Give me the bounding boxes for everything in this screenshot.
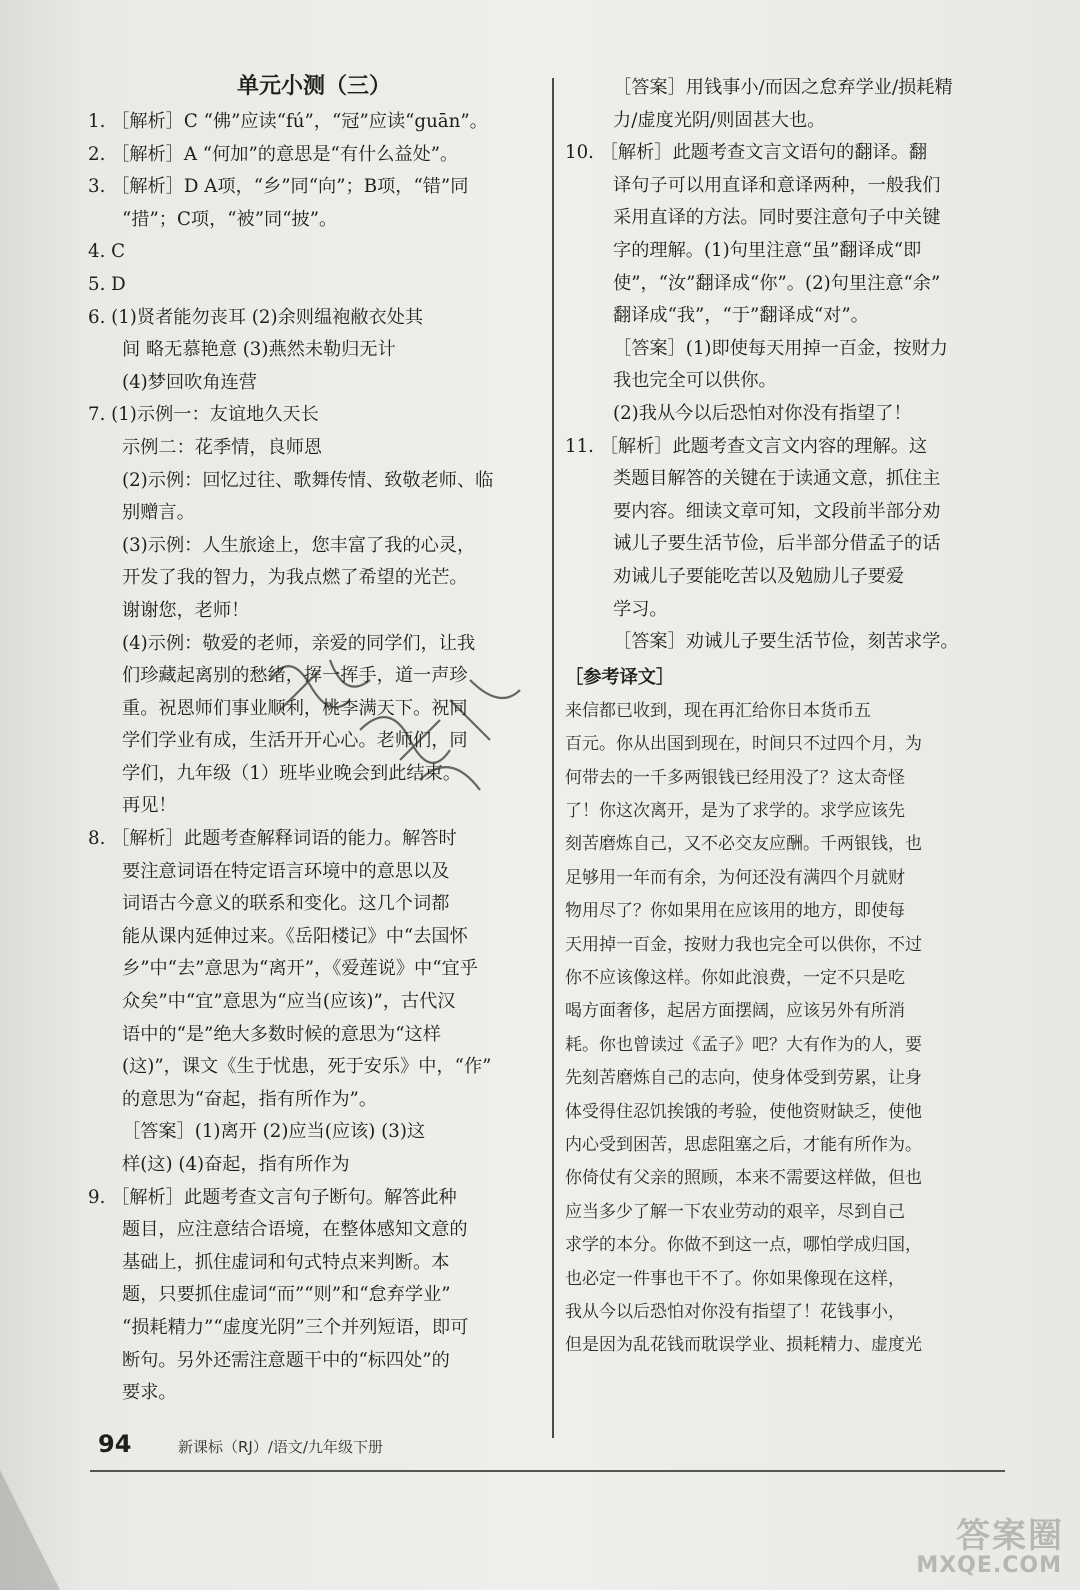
text-line: 3. ［解析］D A项，“乡”同“向”；B项，“错”同 — [88, 176, 469, 198]
watermark-url: MXQE.COM — [916, 1553, 1062, 1578]
text-line: ［答案］(1)即使每天用掉一百金，按财力 — [613, 337, 948, 359]
text-line: (2)示例：回忆过往、歌舞传情、致敬老师、临 — [122, 469, 494, 491]
text-line: 题，只要抓住虚词“而”“则”和“怠弃学业” — [122, 1284, 451, 1306]
text-line: 采用直译的方法。同时要注意句子中关键 — [613, 207, 941, 229]
watermark-logo-text: 答案圈 — [956, 1516, 1064, 1556]
text-line: 11. ［解析］此题考查文言文内容的理解。这 — [565, 435, 928, 457]
text-line: 7. (1)示例一：友谊地久天长 — [88, 404, 319, 426]
column-divider — [552, 78, 554, 1438]
text-line: 我从今以后恐怕对你没有指望了！花钱事小， — [565, 1302, 905, 1322]
text-line: 6. (1)贤者能勿丧耳 (2)余则缊袍敝衣处其 — [88, 306, 424, 328]
text-line: 间 略无慕艳意 (3)燕然未勒归无计 — [122, 339, 396, 361]
text-line: 5. D — [88, 273, 126, 295]
text-line: 学习。 — [613, 598, 668, 620]
text-line: (3)示例：人生旅途上，您丰富了我的心灵， — [122, 534, 476, 556]
text-line: 内心受到困苦，思虑阻塞之后，才能有所作为。 — [565, 1134, 922, 1155]
text-line: 应当多少了解一下农业劳动的艰辛，尽到自己 — [565, 1201, 905, 1222]
book-info: 新课标（RJ）/语文/九年级下册 — [178, 1438, 383, 1456]
text-line: 喝方面奢侈，起居方面摆阔，应该另外有所消 — [565, 1001, 905, 1022]
text-line: 示例二：花季情，良师恩 — [122, 436, 323, 458]
text-line: (2)我从今以后恐怕对你没有指望了！ — [613, 402, 912, 424]
text-line: ［答案］劝诫儿子要生活节俭，刻苦求学。 — [613, 631, 959, 653]
text-line: 但是因为乱花钱而耽误学业、损耗精力、虚度光 — [565, 1335, 922, 1356]
text-line: “措”；C项，“被”同“披”。 — [122, 208, 338, 230]
text-line: 样(这) (4)奋起，指有所作为 — [122, 1154, 350, 1175]
text-line: 诫儿子要生活节俭，后半部分借孟子的话 — [613, 533, 941, 555]
text-line: “损耗精力”“虚度光阴”三个并列短语，即可 — [122, 1316, 469, 1338]
text-line: 9. ［解析］此题考查文言句子断句。解答此种 — [88, 1186, 457, 1208]
text-line: 足够用一年而有余，为何还没有满四个月就财 — [565, 867, 905, 888]
text-line: 百元。你从出国到现在，时间只不过四个月，为 — [565, 734, 922, 755]
text-line: (这)”，课文《生于忧患，死于安乐》中，“作” — [122, 1056, 492, 1078]
text-line: 求学的本分。你做不到这一点，哪怕学成归国， — [565, 1235, 922, 1256]
text-line: ［答案］用钱事小/而因之怠弃学业/损耗精 — [613, 77, 953, 98]
footer-rule — [90, 1470, 1005, 1472]
text-line: 8. ［解析］此题考查解释词语的能力。解答时 — [88, 828, 457, 850]
text-line: 耗。你也曾读过《孟子》吧？大有作为的人，要 — [565, 1034, 922, 1055]
text-line: 使”，“汝”翻译成“你”。(2)句里注意“余” — [613, 272, 941, 294]
translation-lines — [565, 695, 1013, 1363]
text-line: 4. C — [88, 241, 126, 263]
text-line: ［答案］(1)离开 (2)应当(应该) (3)这 — [122, 1121, 426, 1143]
text-line: 要内容。细读文章可知，文段前半部分劝 — [613, 500, 941, 522]
text-line: 你不应该像这样。你如此浪费，一定不只是吃 — [565, 967, 905, 988]
text-line: 断句。另外还需注意题干中的“标四处”的 — [122, 1349, 450, 1371]
text-line: 何带去的一千多两银钱已经用没了？这太奇怪 — [565, 767, 905, 788]
text-line: 开发了我的智力，为我点燃了希望的光芒。 — [122, 567, 468, 589]
text-line: 译句子可以用直译和意译两种，一般我们 — [613, 174, 941, 196]
text-line: 10. ［解析］此题考查文言文语句的翻译。翻 — [565, 142, 928, 164]
text-line: 题目，应注意结合语境，在整体感知文意的 — [122, 1219, 468, 1241]
text-line: 力/虚度光阴/则固甚大也。 — [613, 109, 826, 131]
handwriting-scribble — [250, 640, 550, 830]
text-line: 体受得住忍饥挨饿的考验，使他资财缺乏，使他 — [565, 1101, 922, 1122]
text-line: 乡”中“去”意思为“离开”，《爱莲说》中“宜乎 — [122, 958, 478, 980]
right-answer-lines — [565, 72, 1013, 659]
text-line: 了！你这次离开，是为了求学的。求学应该先 — [565, 800, 905, 821]
text-line: 的意思为“奋起，指有所作为”。 — [122, 1088, 378, 1110]
text-line: 学们，九年级（1）班毕业晚会到此结束。 — [122, 762, 461, 784]
text-line: 物用尽了？你如果用在应该用的地方，即使每 — [565, 901, 905, 922]
text-line: 要求。 — [122, 1382, 177, 1404]
text-line: 能从课内延伸过来。《岳阳楼记》中“去国怀 — [122, 925, 468, 947]
text-line: (4)示例：敬爱的老师，亲爱的同学们，让我 — [122, 632, 476, 654]
text-line: 你倚仗有父亲的照顾，本来不需要这样做，但也 — [565, 1168, 922, 1189]
page-title: 单元小测（三） — [236, 74, 391, 99]
text-line: 劝诫儿子要能吃苦以及勉励儿子要爱 — [613, 565, 905, 587]
text-line: 学们学业有成，生活开开心心。老师们，同 — [122, 730, 468, 752]
text-line: 别赠言。 — [122, 502, 195, 524]
translation-title: ［参考译文］ — [565, 666, 675, 688]
text-line: 要注意词语在特定语言环境中的意思以及 — [122, 860, 450, 882]
text-line: 也必定一件事也干不了。你如果像现在这样， — [565, 1268, 905, 1289]
text-line: 们珍藏起离别的愁绪，挥一挥手，道一声珍 — [122, 665, 468, 687]
text-line: 语中的“是”绝大多数时候的意思为“这样 — [122, 1023, 441, 1045]
text-line: 我也完全可以供你。 — [613, 370, 777, 392]
text-line: 天用掉一百金，按财力我也完全可以供你，不过 — [565, 934, 922, 955]
text-line: 2. ［解析］A “何加”的意思是“有什么益处”。 — [88, 143, 459, 165]
right-column — [565, 72, 1013, 1363]
page-corner-shadow — [0, 1470, 60, 1590]
text-line: 来信都已收到，现在再汇给你日本货币五 — [565, 700, 871, 721]
text-line: 众矣”中“宜”意思为“应当(应该)”，古代汉 — [122, 991, 456, 1013]
text-line: 重。祝恩师们事业顺利，桃李满天下。祝同 — [122, 697, 468, 719]
text-line: 再见！ — [122, 795, 177, 817]
text-line: (4)梦回吹角连营 — [122, 371, 257, 393]
text-line: 词语古今意义的联系和变化。这几个词都 — [122, 893, 450, 915]
text-line: 刻苦磨炼自己，又不必交友应酬。千两银钱，也 — [565, 834, 922, 855]
text-line: 类题目解答的关键在于读通文意，抓住主 — [613, 468, 941, 490]
text-line: 1. ［解析］C “佛”应读“fú”，“冠”应读“guān”。 — [88, 111, 488, 132]
text-line: 先刻苦磨炼自己的志向，使身体受到劳累，让身 — [565, 1068, 922, 1089]
text-line: 谢谢您，老师！ — [122, 599, 250, 621]
text-line: 字的理解。(1)句里注意“虽”翻译成“即 — [613, 239, 922, 261]
text-line: 基础上，抓住虚词和句式特点来判断。本 — [122, 1251, 450, 1273]
page-number: 94 — [98, 1430, 132, 1458]
watermark — [868, 1508, 1068, 1578]
text-line: 翻译成“我”，“于”翻译成“对”。 — [613, 305, 869, 327]
